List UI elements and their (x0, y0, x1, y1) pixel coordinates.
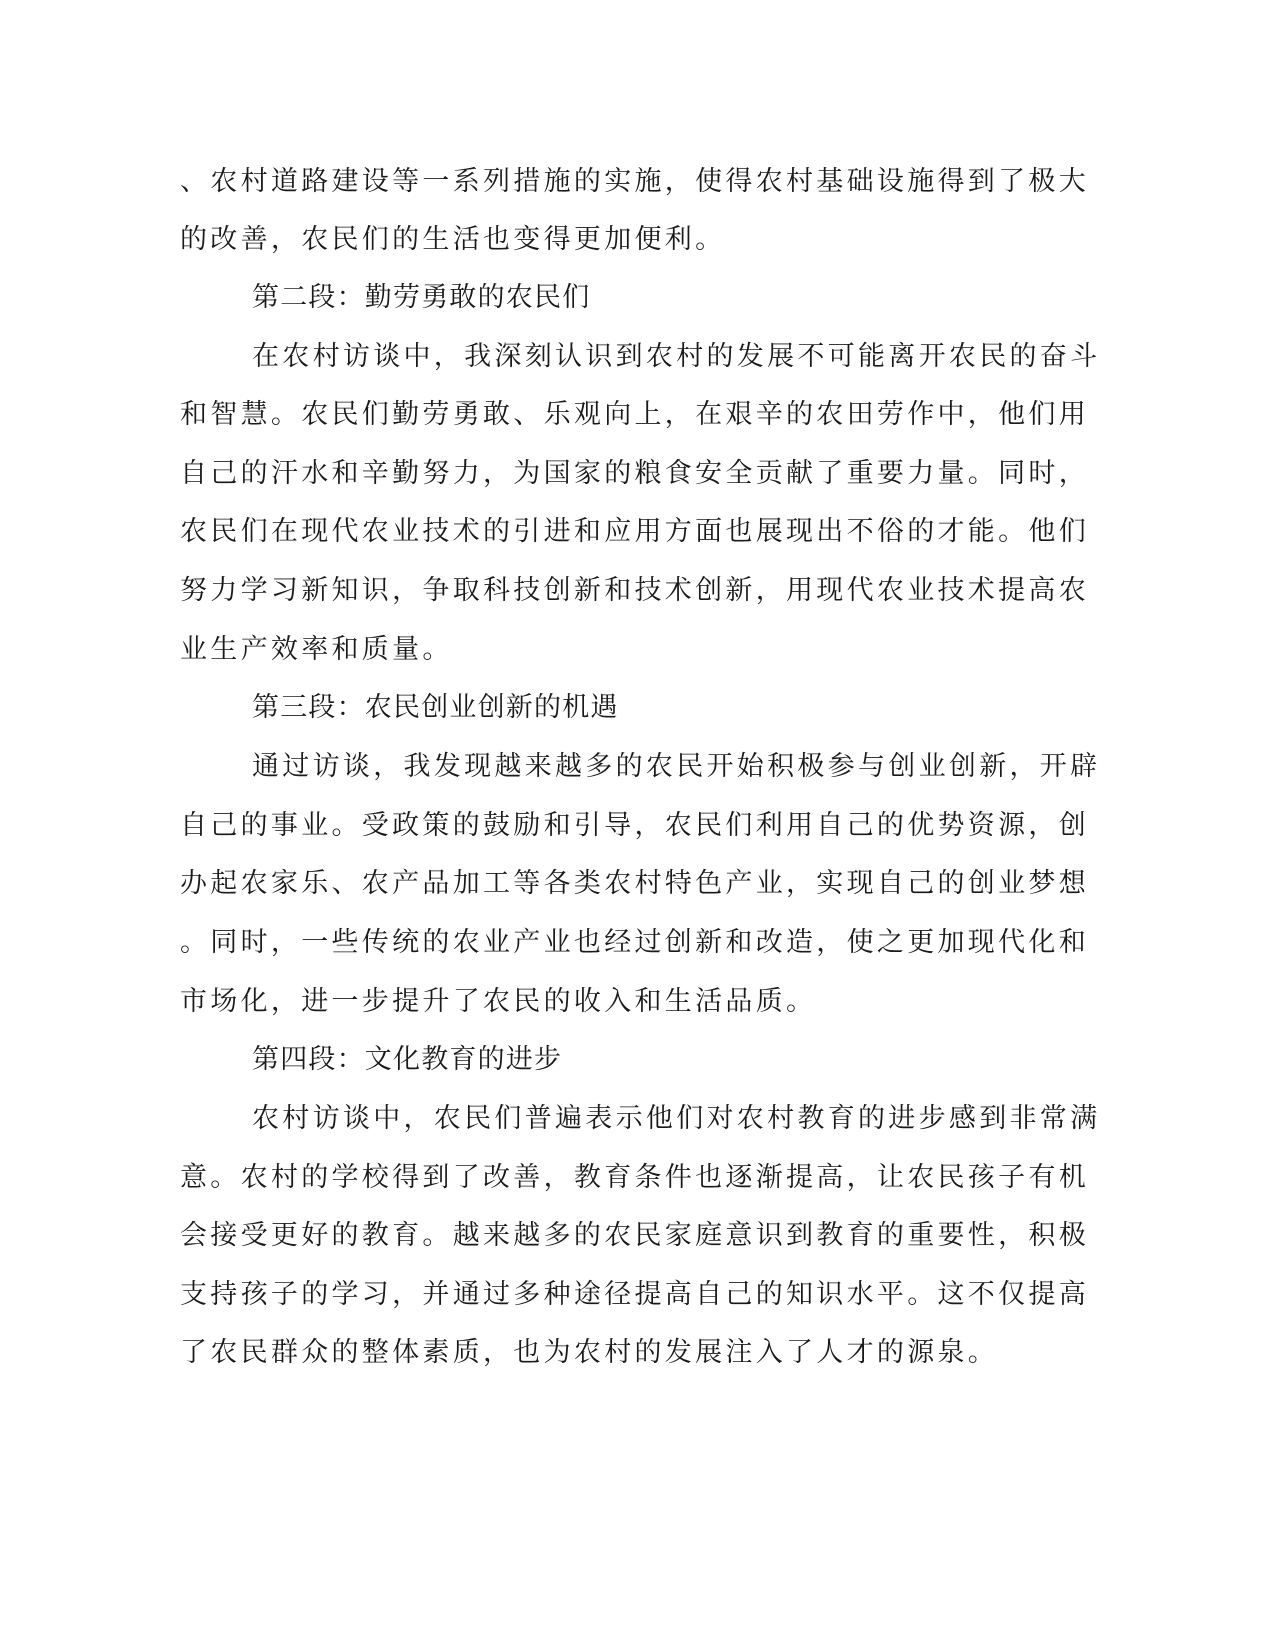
text-line: 办起农家乐、农产品加工等各类农村特色产业，实现自己的创业梦想 (180, 868, 1089, 899)
text-line: 努力学习新知识，争取科技创新和技术创新，用现代农业技术提高农 (180, 575, 1089, 606)
text-line: 市场化，进一步提升了农民的收入和生活品质。 (180, 986, 817, 1017)
text-line: 在农村访谈中，我深刻认识到农村的发展不可能离开农民的奋斗 (252, 341, 1101, 372)
section-heading-2: 第二段：勤劳勇敢的农民们 (252, 282, 591, 313)
text-line: 支持孩子的学习，并通过多种途径提高自己的知识水平。这不仅提高 (180, 1279, 1089, 1310)
text-line: 意。农村的学校得到了改善，教育条件也逐渐提高，让农民孩子有机 (180, 1162, 1089, 1193)
text-line: 和智慧。农民们勤劳勇敢、乐观向上，在艰辛的农田劳作中，他们用 (180, 399, 1089, 430)
text-line: 自己的汗水和辛勤努力，为国家的粮食安全贡献了重要力量。同时， (180, 458, 1089, 489)
text-line: 业生产效率和质量。 (180, 634, 453, 665)
text-line: 、农村道路建设等一系列措施的实施，使得农村基础设施得到了极大 (180, 166, 1089, 197)
text-line: 。同时，一些传统的农业产业也经过创新和改造，使之更加现代化和 (180, 927, 1089, 958)
text-line: 了农民群众的整体素质，也为农村的发展注入了人才的源泉。 (180, 1337, 999, 1368)
text-line: 农村访谈中，农民们普遍表示他们对农村教育的进步感到非常满 (252, 1103, 1101, 1134)
text-line: 自己的事业。受政策的鼓励和引导，农民们利用自己的优势资源，创 (180, 810, 1089, 841)
section-heading-4: 第四段：文化教育的进步 (252, 1044, 563, 1075)
text-line: 通过访谈，我发现越来越多的农民开始积极参与创业创新，开辟 (252, 751, 1101, 782)
text-line: 的改善，农民们的生活也变得更加便利。 (180, 224, 726, 255)
text-line: 农民们在现代农业技术的引进和应用方面也展现出不俗的才能。他们 (180, 516, 1089, 547)
text-line: 会接受更好的教育。越来越多的农民家庭意识到教育的重要性，积极 (180, 1220, 1089, 1251)
section-heading-3: 第三段：农民创业创新的机遇 (252, 692, 619, 723)
